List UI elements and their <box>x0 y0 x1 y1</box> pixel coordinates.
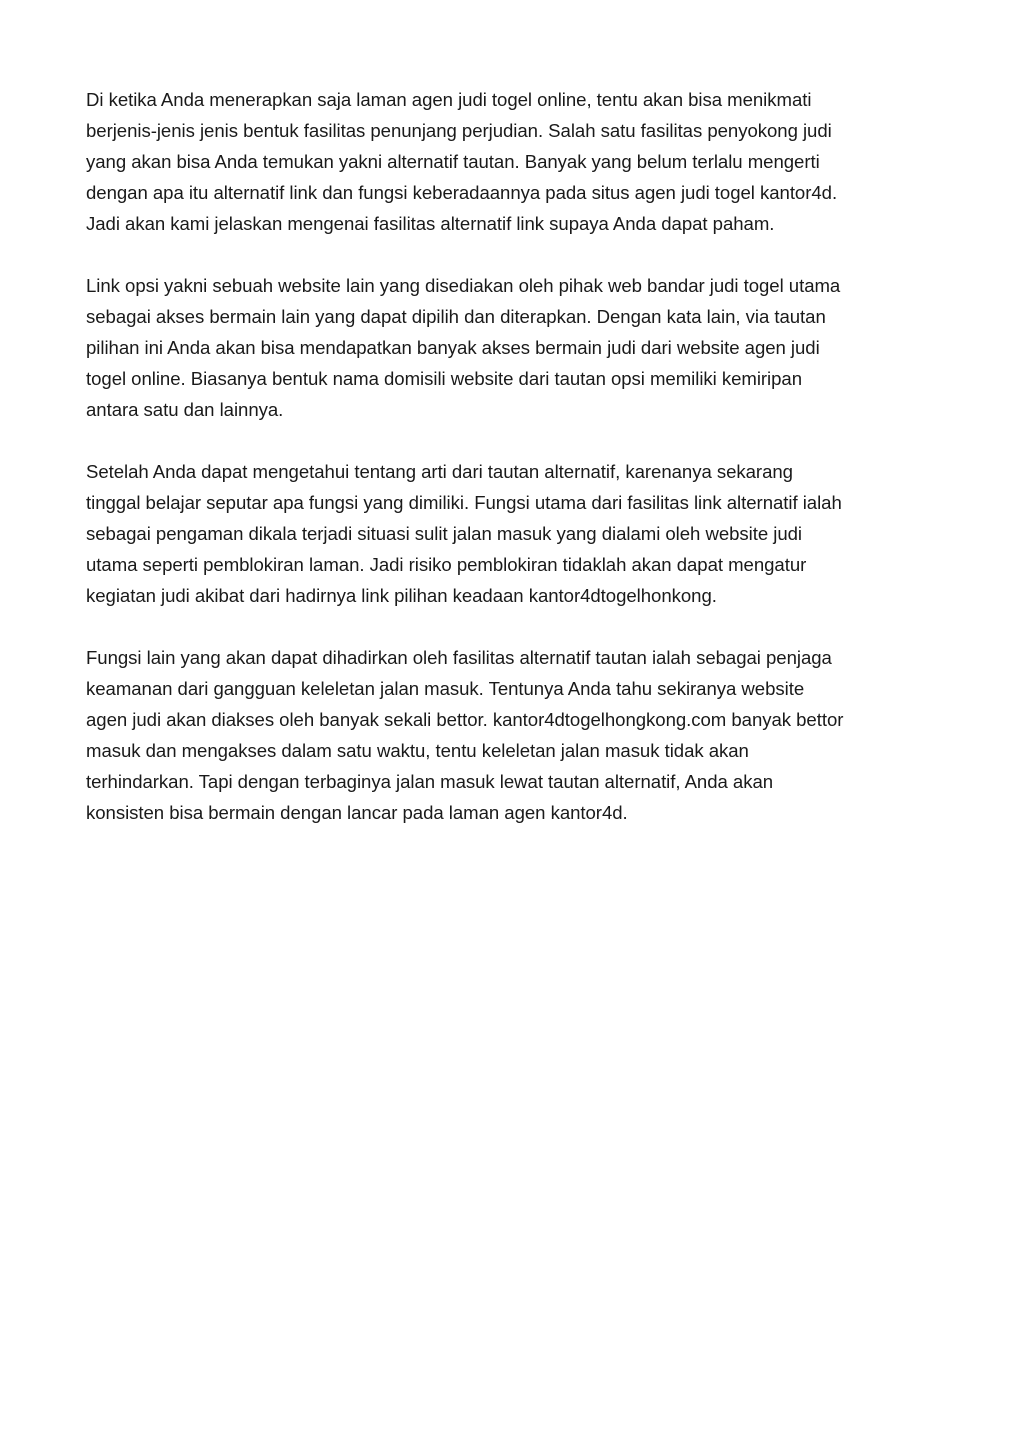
text-line: agen judi akan diakses oleh banyak sekali bettor. kantor4dtogelhongkong.com banyak bettor <box>86 709 844 730</box>
text-line: Fungsi lain yang akan dapat dihadirkan oleh fasilitas alternatif tautan ialah sebagai penjaga <box>86 647 832 668</box>
text-line: Setelah Anda dapat mengetahui tentang arti dari tautan alternatif, karenanya sekarang <box>86 461 793 482</box>
text-line: utama seperti pemblokiran laman. Jadi risiko pemblokiran tidaklah akan dapat mengatur <box>86 554 807 575</box>
text-line: dengan apa itu alternatif link dan fungsi keberadaannya pada situs agen judi togel kantor4d. <box>86 182 838 203</box>
document-body <box>86 84 956 859</box>
text-line: yang akan bisa Anda temukan yakni alternatif tautan. Banyak yang belum terlalu mengerti <box>86 151 820 172</box>
text-line: antara satu dan lainnya. <box>86 399 284 420</box>
text-line: berjenis-jenis jenis bentuk fasilitas penunjang perjudian. Salah satu fasilitas penyokong judi <box>86 120 832 141</box>
text-line: Jadi akan kami jelaskan mengenai fasilitas alternatif link supaya Anda dapat paham. <box>86 213 775 234</box>
text-line: sebagai pengaman dikala terjadi situasi sulit jalan masuk yang dialami oleh website judi <box>86 523 803 544</box>
text-line: pilihan ini Anda akan bisa mendapatkan banyak akses bermain judi dari website agen judi <box>86 337 820 358</box>
text-line: kegiatan judi akibat dari hadirnya link pilihan keadaan kantor4dtogelhonkong. <box>86 585 717 606</box>
text-line: Di ketika Anda menerapkan saja laman agen judi togel online, tentu akan bisa menikmati <box>86 89 812 110</box>
text-line: Link opsi yakni sebuah website lain yang disediakan oleh pihak web bandar judi togel utama <box>86 275 841 296</box>
paragraph-3 <box>86 456 956 611</box>
paragraph-2 <box>86 270 956 425</box>
text-line: masuk dan mengakses dalam satu waktu, tentu keleletan jalan masuk tidak akan <box>86 740 749 761</box>
text-line: sebagai akses bermain lain yang dapat dipilih dan diterapkan. Dengan kata lain, via tautan <box>86 306 826 327</box>
paragraph-4 <box>86 642 956 828</box>
text-line: keamanan dari gangguan keleletan jalan masuk. Tentunya Anda tahu sekiranya website <box>86 678 805 699</box>
text-line: terhindarkan. Tapi dengan terbaginya jalan masuk lewat tautan alternatif, Anda akan <box>86 771 774 792</box>
text-line: tinggal belajar seputar apa fungsi yang dimiliki. Fungsi utama dari fasilitas link alternatif ialah <box>86 492 842 513</box>
paragraph-1 <box>86 84 956 239</box>
text-line: konsisten bisa bermain dengan lancar pada laman agen kantor4d. <box>86 802 628 823</box>
text-line: togel online. Biasanya bentuk nama domisili website dari tautan opsi memiliki kemiripan <box>86 368 803 389</box>
